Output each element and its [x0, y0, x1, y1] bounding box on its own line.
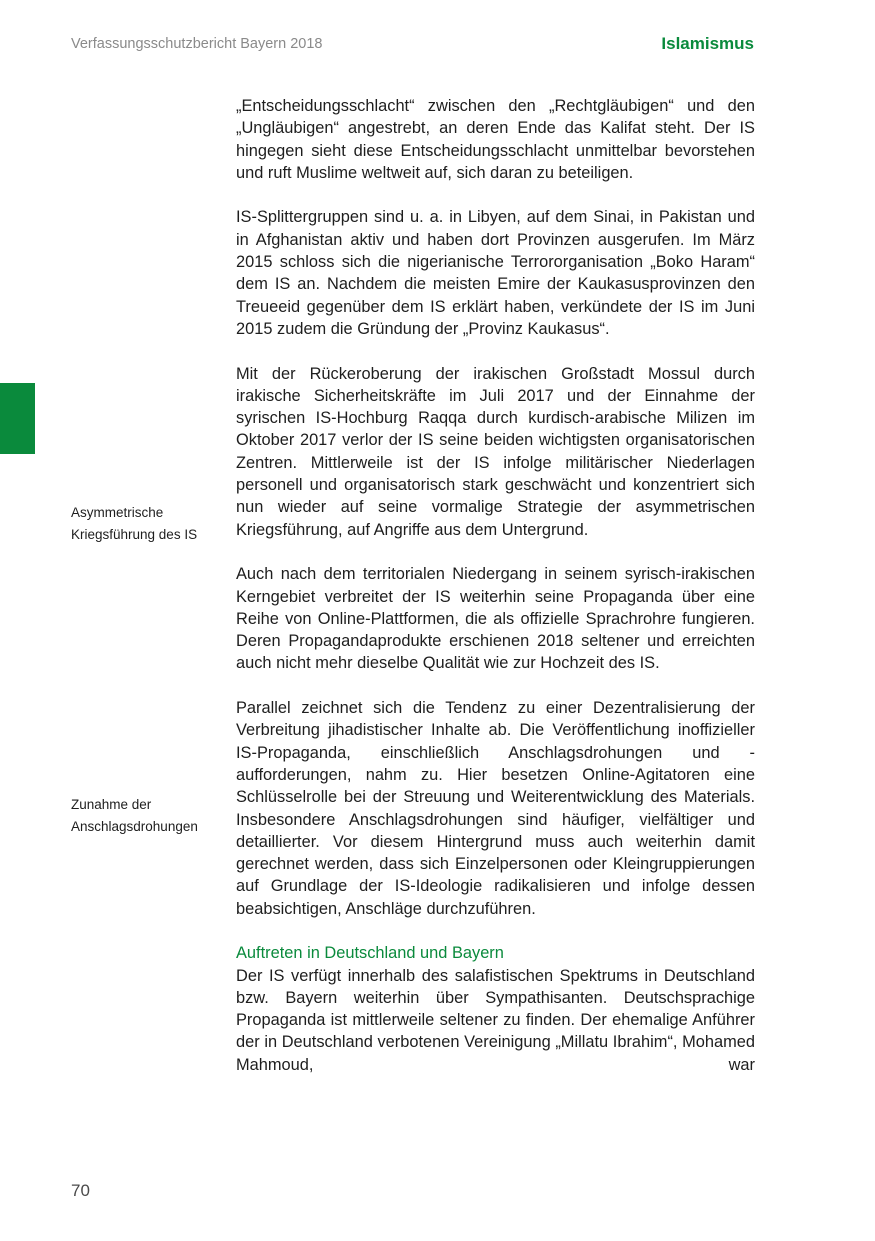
paragraph: IS-Splittergruppen sind u. a. in Libyen, auf dem Sinai, in Pakistan und in Afghanistan aktiv und haben dort Provinzen ausgerufen. Im März 2015 schloss sich die nigerianische Terrororganisation „Boko Haram“ dem IS an. Nachdem die meisten Emire der Kaukasusprovinzen den Treueeid gegenüber dem IS erklärt haben, verkündete der IS im Juni 2015 zudem die Gründung der „Provinz Kaukasus“.	[236, 208, 755, 338]
running-header-chapter: Islamismus	[661, 34, 754, 53]
paragraph: „Entscheidungsschlacht“ zwischen den „Rechtgläubigen“ und den „Ungläubigen“ angestrebt, an deren Ende das Kalifat steht. Der IS hingegen sieht diese Entscheidungsschlacht unmittelbar bevorstehen und ruft Muslime weltweit auf, sich daran zu beteiligen.	[236, 97, 755, 182]
margin-note-asymmetric-warfare: Asymmetrische Kriegsführung des IS	[71, 505, 198, 542]
margin-note-threats: Zunahme der Anschlagsdrohungen	[71, 797, 198, 834]
page-number: 70	[71, 1181, 90, 1200]
running-header-title: Verfassungsschutzbericht Bayern 2018	[71, 36, 323, 52]
section-heading: Auftreten in Deutschland und Bayern	[236, 944, 504, 963]
section-paragraph: Der IS verfügt innerhalb des salafistischen Spektrums in Deutschland bzw. Bayern weiterhin über Sympathisanten. Deutschsprachige Propaganda ist mittlerweile seltener zu finden. Der ehemalige Anführer der in Deutschland verbotenen Vereinigung „Millatu Ibrahim“, Mohamed Mahmoud, war	[236, 966, 755, 1074]
paragraph: Mit der Rückeroberung der irakischen Großstadt Mossul durch irakische Sicherheitskräfte im Juli 2017 und der Einnahme der syrischen IS-Hochburg Raqqa durch kurdisch-arabische Milizen im Oktober 2017 verlor der IS seine beiden wichtigsten organisatorischen Zentren. Mittlerweile ist der IS infolge militärischer Niederlagen personell und organisatorisch stark geschwächt und konzentriert sich nun wieder auf seine vormalige Strategie der asymmetrischen Kriegsführung, auf Angriffe aus dem Untergrund.	[236, 364, 755, 539]
body-column	[236, 95, 755, 1076]
paragraph: Auch nach dem territorialen Niedergang in seinem syrisch-irakischen Kerngebiet verbreitet der IS weiterhin seine Propaganda über eine Reihe von Online-Plattformen, die als offizielle Sprachrohre fungieren. Deren Propagandaprodukte erschienen 2018 seltener und erreichten auch nicht mehr dieselbe Qualität wie zur Hochzeit des IS.	[236, 565, 755, 673]
chapter-tab-marker	[0, 383, 35, 454]
paragraph: Parallel zeichnet sich die Tendenz zu einer Dezentralisierung der Verbreitung jihadistischer Inhalte ab. Die Veröffentlichung inoffizieller IS-Propaganda, einschließlich Anschlagsdrohungen und -aufforderungen, nahm zu. Hier besetzen Online-Agitatoren eine Schlüsselrolle bei der Streuung und Weiterentwicklung des Materials. Insbesondere Anschlagsdrohungen sind häufiger, vielfältiger und detaillierter. Vor diesem Hintergrund muss auch weiterhin damit gerechnet werden, dass sich Einzelpersonen oder Kleingruppierungen auf Grundlage der IS-Ideologie radikalisieren und infolge dessen beabsichtigen, Anschläge durchzuführen.	[236, 699, 755, 918]
